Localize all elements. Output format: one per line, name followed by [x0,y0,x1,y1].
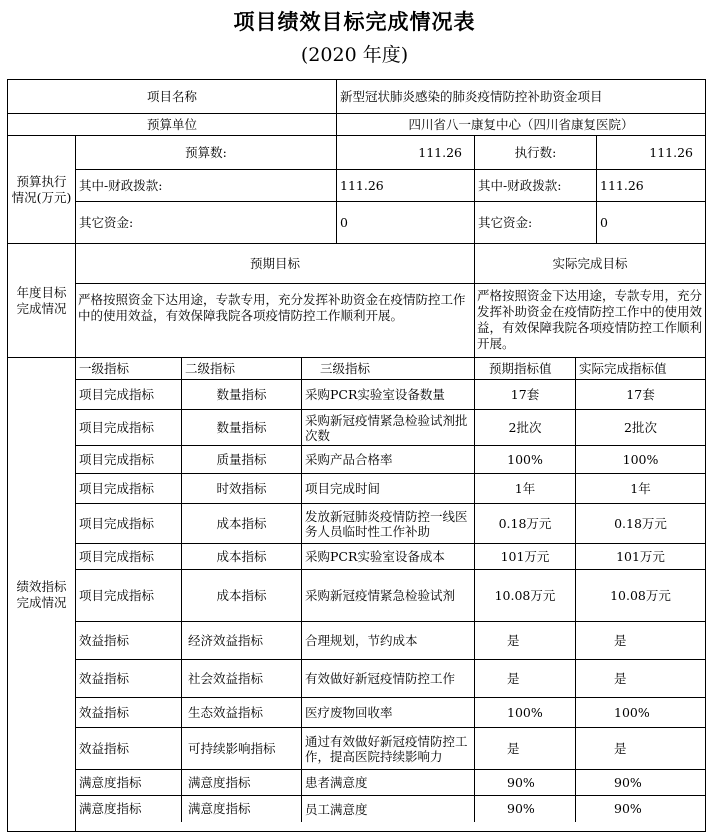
indicator-actual: 0.18万元 [576,504,705,544]
indicator-actual: 是 [576,660,705,698]
indicator-actual: 101万元 [576,544,705,570]
header-level1: 一级指标 [76,358,182,380]
indicator-level1: 项目完成指标 [76,410,182,446]
budget-unit-value: 四川省八一康复中心（四川省康复医院） [337,114,705,136]
indicator-level2: 满意度指标 [182,796,302,822]
indicator-level1: 满意度指标 [76,796,182,822]
budget-section-label [8,136,76,244]
indicator-expected: 90% [475,770,576,796]
indicator-actual: 17套 [576,380,705,410]
budget-unit-label: 预算单位 [8,114,337,136]
annual-goal-section-label [8,244,76,358]
indicator-level1: 项目完成指标 [76,380,182,410]
indicator-level3: 采购新冠疫情紧急检验试剂批次数 [302,410,475,446]
indicator-level2: 数量指标 [182,410,302,446]
indicator-expected: 0.18万元 [475,504,576,544]
project-name-value: 新型冠状肺炎感染的肺炎疫情防控补助资金项目 [337,80,705,114]
indicator-level1: 满意度指标 [76,770,182,796]
indicator-level3: 采购新冠疫情紧急检验试剂 [302,570,475,622]
indicator-level1: 效益指标 [76,660,182,698]
indicator-level3: 员工满意度 [302,796,475,822]
execution-amount-label: 执行数: [475,136,597,170]
indicator-actual: 10.08万元 [576,570,705,622]
actual-goal-text: 严格按照资金下达用途，专款专用，充分发挥补助资金在疫情防控工作中的使用效益，有效保障我院各项疫情防控工作顺利开展。 [475,284,705,358]
other-funds-actual-value: 0 [597,202,705,244]
indicator-expected: 是 [475,728,576,770]
indicator-expected: 是 [475,622,576,660]
budget-amount-value: 111.26 [337,136,475,170]
indicator-level2: 成本指标 [182,544,302,570]
indicator-expected: 90% [475,796,576,822]
other-funds-value: 0 [337,202,475,244]
page-subtitle: (2020 年度) [300,44,409,66]
indicator-level3: 合理规划，节约成本 [302,622,475,660]
indicator-level1: 项目完成指标 [76,504,182,544]
performance-table [7,79,706,832]
indicator-level2: 成本指标 [182,570,302,622]
indicator-level1: 效益指标 [76,728,182,770]
indicator-level2: 社会效益指标 [182,660,302,698]
indicator-level2: 质量指标 [182,446,302,474]
indicator-level3: 患者满意度 [302,770,475,796]
indicator-level3: 通过有效做好新冠疫情防控工作，提高医院持续影响力 [302,728,475,770]
indicator-level1: 效益指标 [76,698,182,728]
indicator-level2: 时效指标 [182,474,302,504]
indicator-level2: 可持续影响指标 [182,728,302,770]
indicator-expected: 100% [475,698,576,728]
fiscal-funding-actual-value: 111.26 [597,170,705,202]
indicator-actual: 100% [576,446,705,474]
expected-goal-text: 严格按照资金下达用途，专款专用，充分发挥补助资金在疫情防控工作中的使用效益，有效保障我院各项疫情防控工作顺利开展。 [76,284,475,358]
indicator-level3: 医疗废物回收率 [302,698,475,728]
indicator-actual: 是 [576,728,705,770]
execution-amount-value: 111.26 [597,136,705,170]
indicator-level1: 项目完成指标 [76,446,182,474]
indicator-level3: 采购PCR实验室设备成本 [302,544,475,570]
actual-goal-header: 实际完成目标 [475,244,705,284]
indicator-level3: 项目完成时间 [302,474,475,504]
indicator-expected: 是 [475,660,576,698]
other-funds-label: 其它资金: [76,202,337,244]
header-level2: 二级指标 [182,358,302,380]
budget-amount-label: 预算数: [76,136,337,170]
indicator-level1: 项目完成指标 [76,544,182,570]
indicator-expected: 17套 [475,380,576,410]
indicator-level3: 采购产品合格率 [302,446,475,474]
indicator-level2: 数量指标 [182,380,302,410]
indicator-level2: 成本指标 [182,504,302,544]
indicator-actual: 90% [576,770,705,796]
budget-section-text: 预算执行情况(万元) [11,173,72,205]
indicator-level2: 满意度指标 [182,770,302,796]
indicator-level3: 采购PCR实验室设备数量 [302,380,475,410]
indicator-actual: 100% [576,698,705,728]
indicator-level1: 项目完成指标 [76,474,182,504]
indicator-section-label [8,358,76,831]
header-expected: 预期指标值 [475,358,576,380]
indicator-expected: 1年 [475,474,576,504]
indicator-expected: 101万元 [475,544,576,570]
indicator-level3: 发放新冠肺炎疫情防控一线医务人员临时性工作补助 [302,504,475,544]
indicator-level2: 经济效益指标 [182,622,302,660]
indicator-expected: 2批次 [475,410,576,446]
annual-goal-section-text: 年度目标完成情况 [16,284,67,316]
indicator-level2: 生态效益指标 [182,698,302,728]
header-actual: 实际完成指标值 [576,358,705,380]
indicator-level3: 有效做好新冠疫情防控工作 [302,660,475,698]
other-funds-actual-label: 其它资金: [475,202,597,244]
header-level3: 三级指标 [302,358,475,380]
indicator-actual: 90% [614,801,642,816]
fiscal-funding-label: 其中-财政拨款: [76,170,337,202]
indicator-actual: 1年 [576,474,705,504]
indicator-expected: 10.08万元 [475,570,576,622]
indicator-level1: 效益指标 [76,622,182,660]
indicator-section-text: 绩效指标完成情况 [16,578,67,610]
project-name-label: 项目名称 [8,80,337,114]
indicator-expected: 100% [475,446,576,474]
indicator-actual: 是 [576,622,705,660]
fiscal-funding-value: 111.26 [337,170,475,202]
indicator-actual: 2批次 [576,410,705,446]
indicator-level1: 项目完成指标 [76,570,182,622]
page-title: 项目绩效目标完成情况表 [233,10,476,34]
expected-goal-header: 预期目标 [76,244,475,284]
fiscal-funding-actual-label: 其中-财政拨款: [475,170,597,202]
